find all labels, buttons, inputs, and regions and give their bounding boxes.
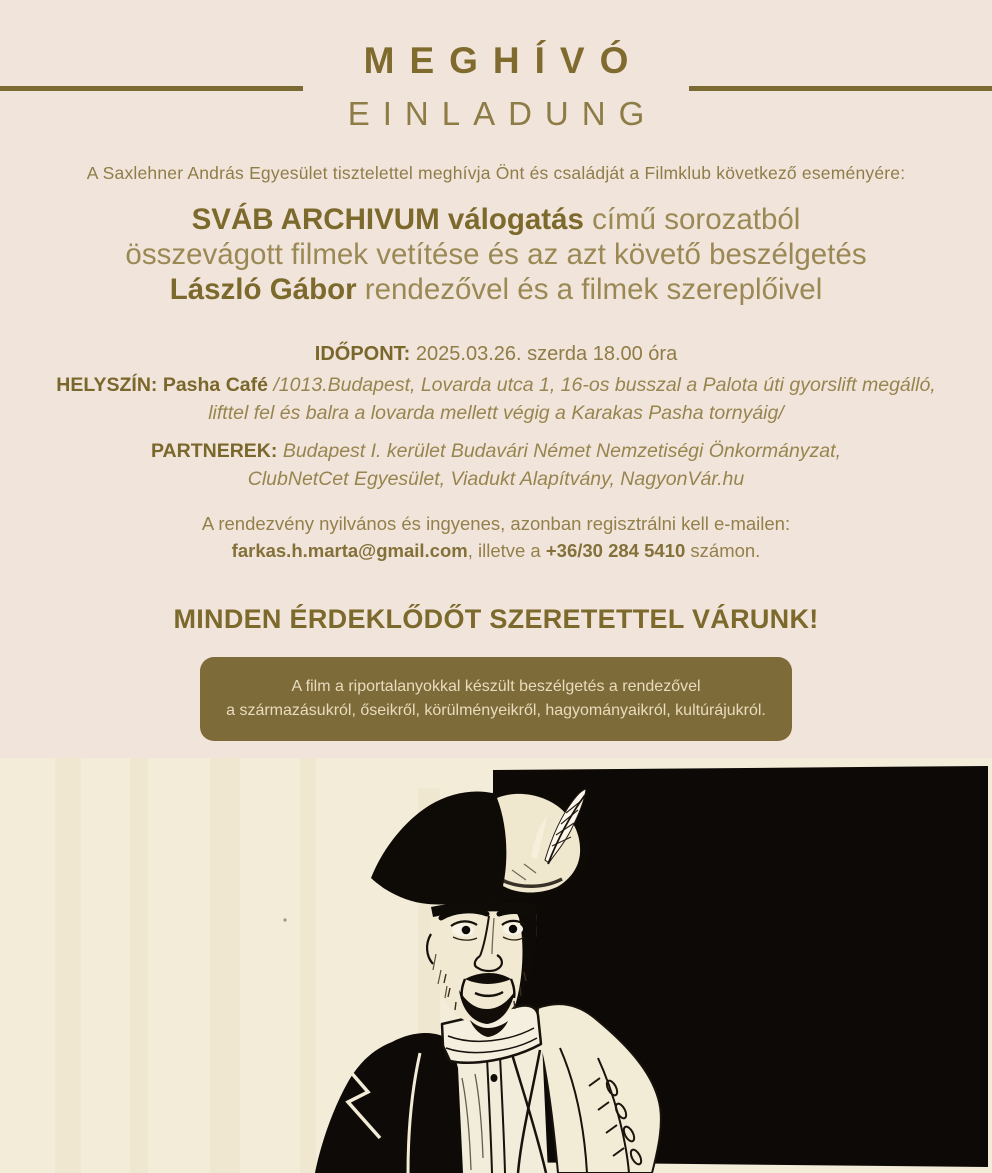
datetime-row xyxy=(0,341,992,369)
paper-speck xyxy=(283,918,286,921)
registration-info xyxy=(0,511,992,564)
event-title-series: SVÁB ARCHIVUM válogatás xyxy=(191,203,584,236)
partners-label: PARTNEREK: xyxy=(151,440,278,462)
woodcut-portrait-svg xyxy=(0,758,992,1173)
partners-line1: Budapest I. kerület Budavári Német Nemzetiségi Önkormányzat, xyxy=(282,440,841,462)
film-note-box xyxy=(200,657,792,741)
event-title-line3-rest: rendezővel és a filmek szereplőivel xyxy=(356,273,823,306)
event-title xyxy=(0,202,992,307)
intro-text: A Saxlehner András Egyesület tisztelettel meghívja Önt és családját a Filmklub következő eseményére: xyxy=(86,163,906,183)
registration-between: , illetve a xyxy=(467,539,546,561)
registration-line1: A rendezvény nyilvános és ingyenes, azonban regisztrálni kell e-mailen: xyxy=(201,513,791,534)
venue-address-line2: lifttel fel és balra a lovarda mellett végig a Karakas Pasha tornyáig/ xyxy=(208,401,784,424)
left-rule xyxy=(0,86,303,91)
venue-row xyxy=(0,372,992,427)
page-subtitle: EINLADUNG xyxy=(347,95,658,132)
venue-name: Pasha Café xyxy=(162,374,268,396)
registration-after: számon. xyxy=(685,539,761,561)
film-note-line2: a származásukról, őseikről, körülményeikről, hagyományaikról, kultúrájukról. xyxy=(226,702,766,719)
shirt-button xyxy=(491,1074,498,1082)
event-title-line2: összevágott filmek vetítése és az azt követő beszélgetés xyxy=(125,238,867,271)
registration-email: farkas.h.marta@gmail.com xyxy=(231,539,468,561)
event-title-line1-rest: című sorozatból xyxy=(583,203,801,236)
datetime-label: IDŐPONT: xyxy=(314,343,411,365)
datetime-value: 2025.03.26. szerda 18.00 óra xyxy=(415,343,678,365)
partners-line2: ClubNetCet Egyesület, Viadukt Alapítvány, NagyonVár.hu xyxy=(247,467,745,490)
man-with-feathered-hat-illustration xyxy=(0,758,992,1173)
venue-label: HELYSZÍN: xyxy=(56,374,158,396)
film-note-line1: A film a riportalanyokkal készült beszélgetés a rendezővel xyxy=(291,678,701,695)
partners-row xyxy=(0,438,992,493)
page-title: MEGHÍVÓ xyxy=(363,40,644,81)
event-title-director: László Gábor xyxy=(169,273,357,306)
right-rule xyxy=(689,86,992,91)
event-title-line1 xyxy=(0,202,992,237)
registration-phone: +36/30 284 5410 xyxy=(545,539,686,561)
venue-address-line1: /1013.Budapest, Lovarda utca 1, 16-os busszal a Palota úti gyorslift megálló, xyxy=(273,374,936,396)
closing-line: MINDEN ÉRDEKLŐDŐT SZERETETTEL VÁRUNK! xyxy=(173,604,819,634)
event-title-line3 xyxy=(0,272,992,307)
